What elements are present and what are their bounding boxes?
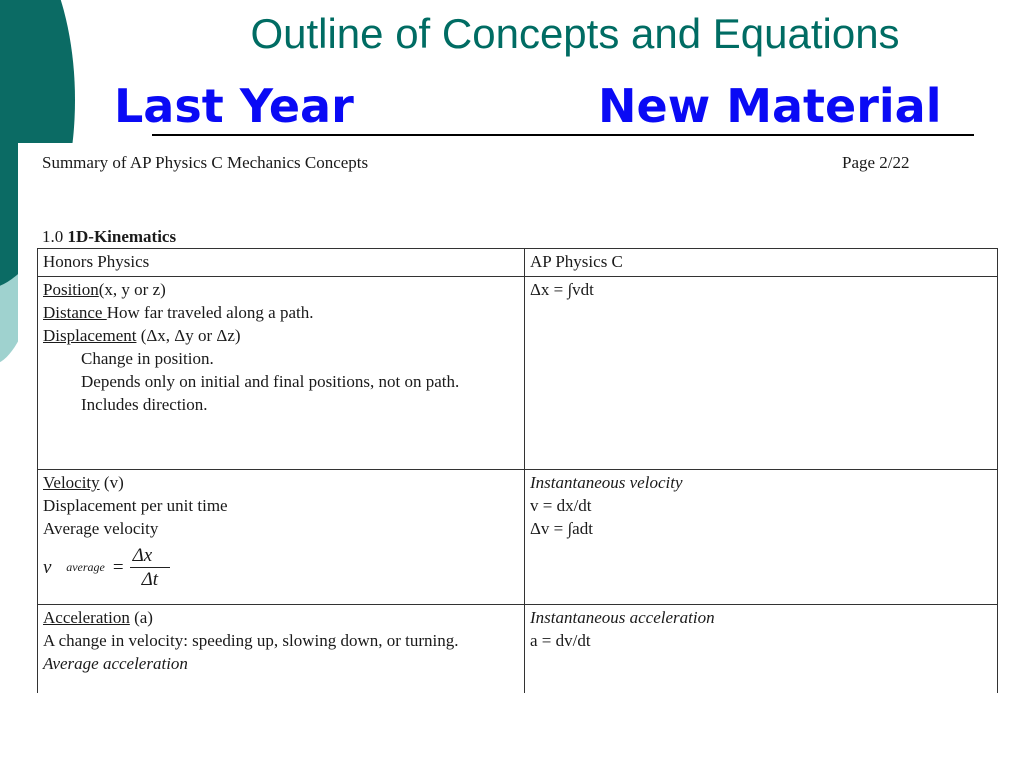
document-scan xyxy=(18,143,1010,693)
average-velocity-formula xyxy=(43,544,519,591)
section-title xyxy=(42,227,176,247)
table-row-acceleration xyxy=(38,605,998,694)
displacement-symbols: (Δx, Δy or Δz) xyxy=(136,326,241,345)
velocity-definition: Displacement per unit time xyxy=(43,496,228,515)
section-number: 1.0 xyxy=(42,227,64,246)
column-header-apc: AP Physics C xyxy=(525,249,998,277)
table-header-row xyxy=(38,249,998,277)
velocity-equation-1: v = dx/dt xyxy=(530,496,592,515)
cell-velocity-apc xyxy=(525,470,998,605)
average-velocity-label: Average velocity xyxy=(43,519,159,538)
new-material-heading: New Material xyxy=(598,79,942,133)
displacement-term: Displacement xyxy=(43,326,137,345)
formula-denominator: Δt xyxy=(141,569,158,590)
table-row-position xyxy=(38,277,998,470)
formula-lhs: v⃗ xyxy=(43,557,67,578)
cell-velocity-honors xyxy=(38,470,525,605)
position-equation: Δx = ∫vdt xyxy=(530,280,594,299)
acceleration-symbol: (a) xyxy=(129,608,153,627)
document-header: Summary of AP Physics C Mechanics Concepts xyxy=(42,153,369,172)
instantaneous-velocity-label: Instantaneous velocity xyxy=(530,473,683,492)
velocity-term: Velocity xyxy=(43,473,100,492)
formula-fraction xyxy=(130,544,170,591)
list-item: Depends only on initial and final positions, not on path. xyxy=(81,372,460,391)
last-year-heading: Last Year xyxy=(114,79,354,133)
cell-acceleration-honors xyxy=(38,605,525,694)
formula-equals: = xyxy=(112,557,124,578)
acceleration-definition: A change in velocity: speeding up, slowing down, or turning. xyxy=(43,631,459,650)
page-number: Page 2/22 xyxy=(842,153,910,172)
acceleration-equation: a = dv/dt xyxy=(530,631,591,650)
cell-position-apc xyxy=(525,277,998,470)
list-item: Change in position. xyxy=(81,349,214,368)
table-row-velocity xyxy=(38,470,998,605)
position-term-rest: (x, y or z) xyxy=(98,280,166,299)
acceleration-term: Acceleration xyxy=(43,608,130,627)
slide-title: Outline of Concepts and Equations xyxy=(250,10,900,57)
distance-definition: How far traveled along a path. xyxy=(106,303,314,322)
section-name: 1D-Kinematics xyxy=(67,227,177,246)
formula-subscript: average xyxy=(66,560,105,574)
column-header-honors: Honors Physics xyxy=(38,249,525,277)
formula-numerator: Δx⃗ xyxy=(130,544,170,568)
velocity-equation-2: Δv = ∫adt xyxy=(530,519,593,538)
concepts-table xyxy=(37,248,998,693)
cell-acceleration-apc xyxy=(525,605,998,694)
average-acceleration-label: Average acceleration xyxy=(43,654,188,673)
position-term: Position xyxy=(43,280,99,299)
distance-term: Distance xyxy=(43,303,107,322)
heading-divider xyxy=(152,134,974,136)
instantaneous-acceleration-label: Instantaneous acceleration xyxy=(530,608,715,627)
list-item: Includes direction. xyxy=(81,395,208,414)
velocity-symbol: (v) xyxy=(99,473,124,492)
cell-position-honors xyxy=(38,277,525,470)
